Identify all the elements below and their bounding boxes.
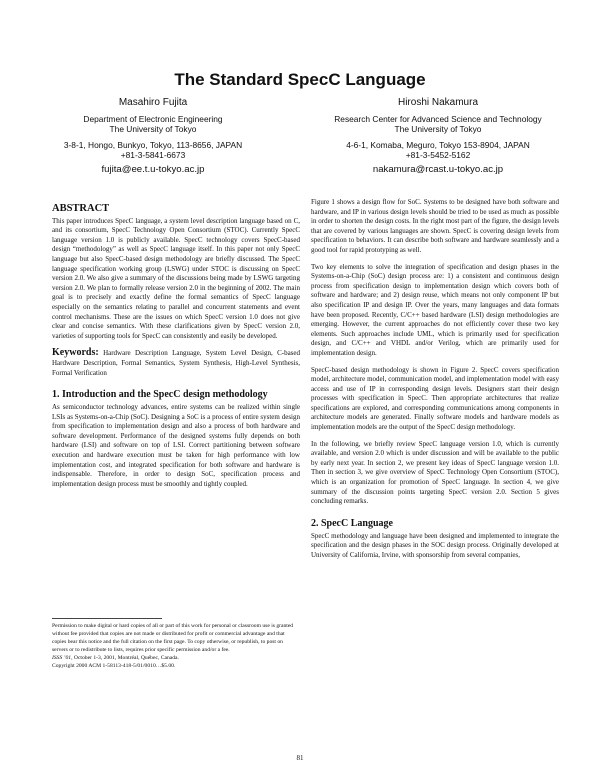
right-column	[311, 198, 559, 568]
section-1-heading: 1. Introduction and the SpecC design methodology	[52, 389, 268, 401]
author-phone: +81-3-5452-5162	[405, 150, 471, 161]
body-paragraph: Two key elements to solve the integration of specification and design phases in the Systems-on-a-Chip (SoC) design process are: 1) a consistent and continuous design process from specification design to implementation design which covers both of software and hardware; and 2) design reuse, which means not only component IP but also specification IP and design IP. Over the years, many languages and data formats have been proposed. Recently, C/C++ based hardware (LSI) design methodologies are emerging. However, the current approaches do not efficiently cover these two key elements. Such approaches include UML, which is primarily used for specification design, and C/C++ and VHDL and/or Verilog, which are primarily used for implementation design.	[311, 262, 559, 357]
author-institution: The University of Tokyo	[394, 124, 482, 135]
section-1-text: As semiconductor technology advances, entire systems can be realized within single LSIs as Systems-on-a-Chip (SoC). Designing a SoC is a process of entire system design from specification to implementation design and also a process of both hardware and software development. Performance of the designed systems fully depends on both hardware (LSI) and software on top of LSI. Correct partitioning between software execution and hardware execution must be taken for high performance with low implementation cost, and integrated specification for both software and hardware is indispensable. Therefore, in order to design SoC, specification process and implementation design process must be smoothly and tightly coupled.	[52, 403, 300, 488]
permission-footnote	[52, 622, 300, 670]
keywords	[52, 348, 300, 378]
author-email: fujita@ee.t.u-tokyo.ac.jp	[101, 163, 205, 175]
body-paragraph: SpecC-based design methodology is shown in Figure 2. SpecC covers specification model, architecture model, communication model, and implementation model with easy access and use of IP in corresponding design levels. Designers start their design processes with specification in SpecC. Then appropriate architectures that realize specifications are explored, and corresponding communications among components in architecture models are generated. Finally software models and hardware models as implementation models are the output of the SpecC design methodology.	[311, 365, 559, 432]
venue-name: ISSS ’01,	[52, 655, 73, 661]
section-2-text: SpecC methodology and language have been designed and implemented to integrate the specification and the design phases in the SOC design process. Originally developed at University of California, Irvine, with sponsorship from several companies,	[311, 531, 559, 559]
paper-title: The Standard SpecC Language	[174, 70, 426, 89]
author-address: 4-6-1, Komaba, Meguro, Tokyo 153-8904, JAPAN	[346, 139, 530, 150]
left-column	[52, 204, 300, 496]
body-paragraph: Figure 1 shows a design flow for SoC. Systems to be designed have both software and hardware, and IP in various design levels should be tried to be used as much as possible in order to shorten the design costs. In the right most part of the figure, the design levels that are covered by various languages are shown. SpecC is covering design levels from specification to behaviors. It can describe both software and hardware seamlessly and a good tool for rapid prototyping as well.	[311, 198, 559, 254]
section-2-heading: 2. SpecC Language	[311, 517, 393, 529]
author-institution: The University of Tokyo	[109, 124, 197, 135]
author-block-1	[3, 96, 303, 175]
footnote-rule	[52, 618, 162, 619]
copyright-line: Copyright 2000 ACM 1-58113-418-5/01/0010…$5.00.	[52, 663, 176, 669]
keywords-label: Keywords:	[52, 347, 99, 359]
author-affiliation: Department of Electronic Engineering	[83, 114, 223, 124]
author-address: 3-8-1, Hongo, Bunkyo, Tokyo, 113-8656, JAPAN	[63, 139, 243, 150]
page-number: 81	[296, 754, 304, 762]
abstract-text: This paper introduces SpecC language, a system level description language based on C, and its consortium, SpecC Technology Open Consortium (STOC). Currently SpecC language version 1.0 is publicly available. SpecC technology covers SpecC-based design “methodology” as well as SpecC language itself. In this paper not only SpecC language but also SpecC-based design methodology are briefly discussed. The SpecC language specification working group (LSWG) under STOC is discussing on SpecC version 2.0. We also give a summary of the discussions being made by LSWG targeting version 2.0. We plan to formally release version 2.0 in the beginning of 2002. The main goal is to precisely and exactly define the formal semantics of SpecC language especially on the semantics relating to parallel and concurrent statements and event control mechanisms. These are the issues on which SpecC version 1.0 does not give clear and concise semantics. With these clarifications given by SpecC version 2.0, varieties of supporting tools for SpecC can consistently and easily be developed.	[52, 216, 300, 340]
permission-text: Permission to make digital or hard copies of all or part of this work for personal or classroom use is granted without fee provided that copies are not made or distributed for profit or commercial advantage and that copies bear this notice and the full citation on the first page. To copy otherwise, or republish, to post on servers or to redistribute to lists, requires prior specific permission and/or a fee.	[52, 623, 294, 653]
body-paragraph: In the following, we briefly review SpecC language version 1.0, which is currently available, and version 2.0 which is under discussion and will be available to the public by early next year. In section 2, we present key ideas of SpecC language version 1.0. Then in section 3, we give overview of SpecC Technology Open Consortium (STOC), which is an organization for promotion of SpecC language. In section 4, we give summary of the discussion points targeting SpecC version 2.0. Section 5 gives concluding remarks.	[311, 439, 559, 506]
abstract-heading: ABSTRACT	[52, 203, 110, 214]
author-name: Masahiro Fujita	[118, 97, 188, 108]
author-name: Hiroshi Nakamura	[397, 97, 479, 108]
author-email: nakamura@rcast.u-tokyo.ac.jp	[372, 163, 504, 175]
author-block-2	[288, 96, 588, 175]
venue-details: October 1-3, 2001, Montréal, Québec, Canada.	[72, 655, 179, 661]
keywords-text: Hardware Description Language, System Level Design, C-based Hardware Description, Formal Semantics, System Synthesis, High-Level Synthesis, Formal Verification	[52, 349, 301, 377]
author-phone: +81-3-5841-6673	[120, 150, 186, 161]
author-affiliation: Research Center for Advanced Science and Technology	[334, 114, 542, 124]
